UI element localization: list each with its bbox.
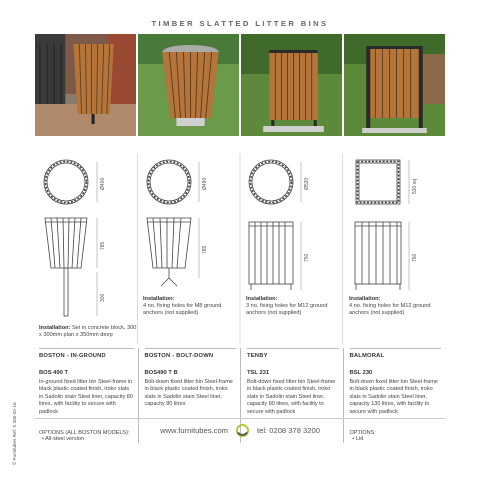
copyright-text: © Furnitubes Ref: S 385-02-16 [12,402,17,465]
dim-h2: 785 [202,245,208,254]
footer-divider [35,418,445,419]
product-description: Bolt-down fixed litter bin Steel-frame in black plastic coated finish, iroko slats in Sadolin stain Steel liner, capacity 130 litres, with facility to secure with padlock [349,379,438,415]
install-text-2: 4 no. fixing holes for M8 ground anchors (not supplied) [143,303,222,317]
dim-d4: 530 sq [412,178,418,194]
photo-boston-bolt-down [138,34,239,136]
install-note-3 [246,296,342,318]
page-title: TIMBER SLATTED LITTER BINS [151,19,329,28]
website-link[interactable]: www.furnitubes.com [160,426,229,435]
install-label-2: Installation: [143,296,175,302]
product-description: Bolt-down fixed litter bin Steel-frame in black plastic coated finish, iroko slats in Sadolin stain Steel liner, capacity 80 litres, with facility to secure with padlock [247,379,336,415]
install-label-4: Installation: [349,296,381,302]
dim-d2: Ø490 [202,177,208,190]
plan-balmoral [356,160,400,204]
photo-balmoral [344,34,445,136]
dim-d1: Ø400 [100,177,106,190]
dim-h3: 750 [304,253,310,262]
product-code: BOS 490 T [39,370,68,376]
telephone-number: tel: 0208 378 3200 [257,426,320,435]
elevation-boston-bolt-down [147,218,191,286]
install-label-3: Installation: [246,296,278,302]
install-note-1 [39,325,139,339]
product-description: Bolt-down fixed litter bin Steel-frame in black plastic coated finish, iroko slats in Sadolin stain Steel liner, capacity 80 litres [144,379,233,408]
option-text: Lid [355,436,364,443]
product-heading: BOSTON - BOLT-DOWN [145,348,237,370]
elevation-balmoral [355,222,401,290]
options-title: OPTIONS (ALL BOSTON MODELS): [39,430,130,437]
install-text-4: 4 no. fixing holes for M12 ground anchors (not supplied) [349,303,431,317]
product-heading: BALMORAL [350,348,442,370]
footer [0,424,480,437]
product-description: In-ground fixed litter bin Steel-frame in black plastic coated finish, iroko slats in Sadolin stain Steel liner, capacity 80 litres, with facility to secure with padlock [39,379,133,415]
elevation-boston-in-ground [45,218,87,316]
photo-strip [35,34,445,136]
dim-d3: Ø530 [304,177,310,190]
product-code: BSL 230 [349,370,373,376]
install-label-1: Installation: [39,325,71,331]
plan-boston-in-ground [44,160,88,204]
dim-post: 300 [100,293,106,302]
plan-boston-bolt-down [147,160,191,204]
furnitubes-logo-icon [236,424,249,437]
dim-h1: 785 [100,241,106,250]
install-text-1: Set in concrete block, 300 x 300mm plan x 350mm deep [39,325,137,339]
plan-tenby [249,160,293,204]
elevation-tenby [249,222,293,290]
product-code: BOS490 T B [144,370,178,376]
copyright-reference [12,355,22,465]
product-heading: BOSTON - IN-GROUND [39,348,134,370]
install-text-3: 3 no. fixing holes for M12 ground anchors (not supplied) [246,303,328,317]
dim-h4: 750 [412,253,418,262]
photo-tenby [241,34,342,136]
install-note-2 [143,296,239,318]
options-title: OPTIONS: [349,430,376,437]
option-text: All-steel version [45,436,84,443]
install-note-4 [349,296,445,318]
product-code: TSL 231 [247,370,270,376]
product-heading: TENBY [247,348,339,370]
photo-boston-in-ground [35,34,136,136]
option-item: • Lid [352,436,364,443]
option-item: • All-steel version [42,436,84,443]
